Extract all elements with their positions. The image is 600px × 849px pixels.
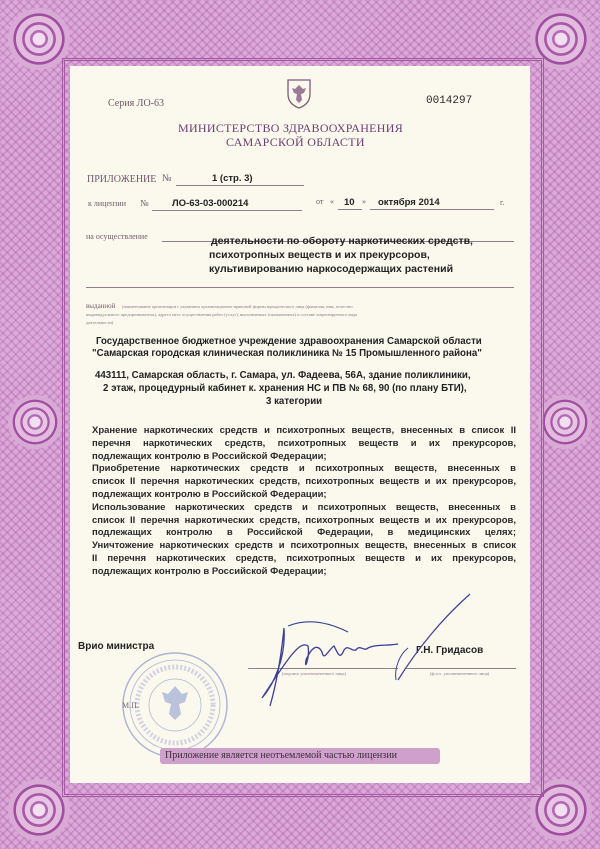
series-label: Серия ЛО-63 — [108, 98, 165, 109]
stamp-place-label: М.П. — [122, 701, 139, 710]
license-number-underline — [152, 210, 302, 211]
license-month-year: октября 2014 — [378, 197, 440, 208]
work-line: Использование наркотических средств и психотропных веществ, внесенных в — [92, 501, 516, 513]
ministry-title-line2: САМАРСКОЙ ОБЛАСТИ — [226, 135, 365, 149]
serial-number: 0014297 — [426, 95, 473, 107]
issued-label: выданной — [86, 302, 116, 310]
work-line: Уничтожение наркотических средств и психотропных веществ, внесенных в список — [92, 540, 516, 552]
work-line: Хранение наркотических средств и психотропных веществ, внесенных в список II — [92, 425, 516, 436]
work-line: Приобретение наркотических средств и психотропных веществ, внесенных в — [92, 463, 516, 475]
organization-address-line2: 2 этаж, процедурный кабинет к. хранения НС и ПВ № 68, 90 (по плану БТИ), — [103, 383, 467, 394]
issued-caption-line2: индивидуального предпринимателя), адреса мест осуществления работ (услуг), выполняемых (оказываемых) в составе лицензируемого вида — [86, 312, 358, 317]
work-line: II перечня наркотических средств, психотропных веществ и их прекурсоров, — [92, 552, 516, 564]
appendix-value: 1 (стр. 3) — [212, 173, 253, 184]
license-date-underline — [370, 209, 494, 210]
license-label: к лицензии — [88, 199, 126, 208]
signatory-position: Врио министра — [78, 641, 155, 652]
work-line: подлежащих контролю в Российской Федерации; — [92, 488, 327, 500]
signature-caption: (подпись уполномоченного лица) — [282, 671, 346, 676]
name-caption: (ф.и.о. уполномоченного лица) — [430, 671, 490, 676]
corner-rosette-top-left — [8, 8, 70, 70]
activity-line1: деятельности по обороту наркотических средств, — [211, 235, 473, 247]
license-day: 10 — [344, 197, 355, 208]
license-quote-close: » — [362, 197, 366, 206]
ministry-title-line1: МИНИСТЕРСТВО ЗДРАВООХРАНЕНИЯ — [178, 121, 404, 135]
license-from-label: от — [316, 197, 324, 206]
work-line: список II перечня наркотических средств, психотропных веществ и их прекурсоров, — [92, 476, 516, 488]
organization-name-line1: Государственное бюджетное учреждение здравоохранения Самарской области — [96, 336, 482, 347]
organization-address-line3: 3 категории — [266, 396, 323, 407]
corner-rosette-bottom-left — [8, 779, 70, 841]
license-quote-open: « — [330, 197, 334, 206]
license-number: ЛО-63-03-000214 — [172, 198, 249, 209]
license-day-underline — [338, 209, 362, 210]
appendix-label: ПРИЛОЖЕНИЕ — [87, 174, 157, 185]
issued-caption-line1: (наименование организации с указанием организационно-правовой формы юридического лица (фамилия, имя, отчество — [122, 304, 353, 309]
appendix-underline — [176, 185, 304, 186]
work-line: список II перечня наркотических средств, психотропных веществ и их прекурсоров, — [92, 514, 516, 526]
work-line: подлежащих контролю в Российской Федерации, в медицинских целях; — [92, 527, 516, 539]
footer-note: Приложение является неотъемлемой частью лицензии — [165, 750, 397, 761]
license-no-sign: № — [140, 198, 149, 208]
appendix-no-sign: № — [162, 173, 172, 184]
work-line: перечня наркотических средств, психотропных веществ и их прекурсоров, — [92, 437, 516, 449]
side-rosette-right — [538, 395, 592, 449]
activity-label: на осуществление — [86, 232, 148, 241]
license-year-suffix: г. — [500, 198, 505, 207]
side-rosette-left — [8, 395, 62, 449]
issued-caption-line3: деятельности) — [86, 320, 114, 325]
activity-underline-2 — [86, 287, 514, 288]
works-list — [92, 425, 516, 579]
organization-address-line1: 443111, Самарская область, г. Самара, ул. Фадеева, 56А, здание поликлиники, — [95, 370, 471, 381]
activity-line2: психотропных веществ и их прекурсоров, — [209, 249, 430, 261]
activity-line3: культивированию наркосодержащих растений — [209, 263, 454, 275]
handwritten-signature — [248, 588, 476, 716]
work-line: подлежащих контролю в Российской Федерации; — [92, 450, 327, 462]
coat-of-arms-icon — [284, 76, 314, 110]
work-line: подлежащих контролю в Российской Федерации; — [92, 565, 327, 577]
organization-name-line2: "Самарская городская клиническая поликлиника № 15 Промышленного района" — [92, 348, 482, 359]
signatory-name: Г.Н. Гридасов — [416, 645, 484, 656]
